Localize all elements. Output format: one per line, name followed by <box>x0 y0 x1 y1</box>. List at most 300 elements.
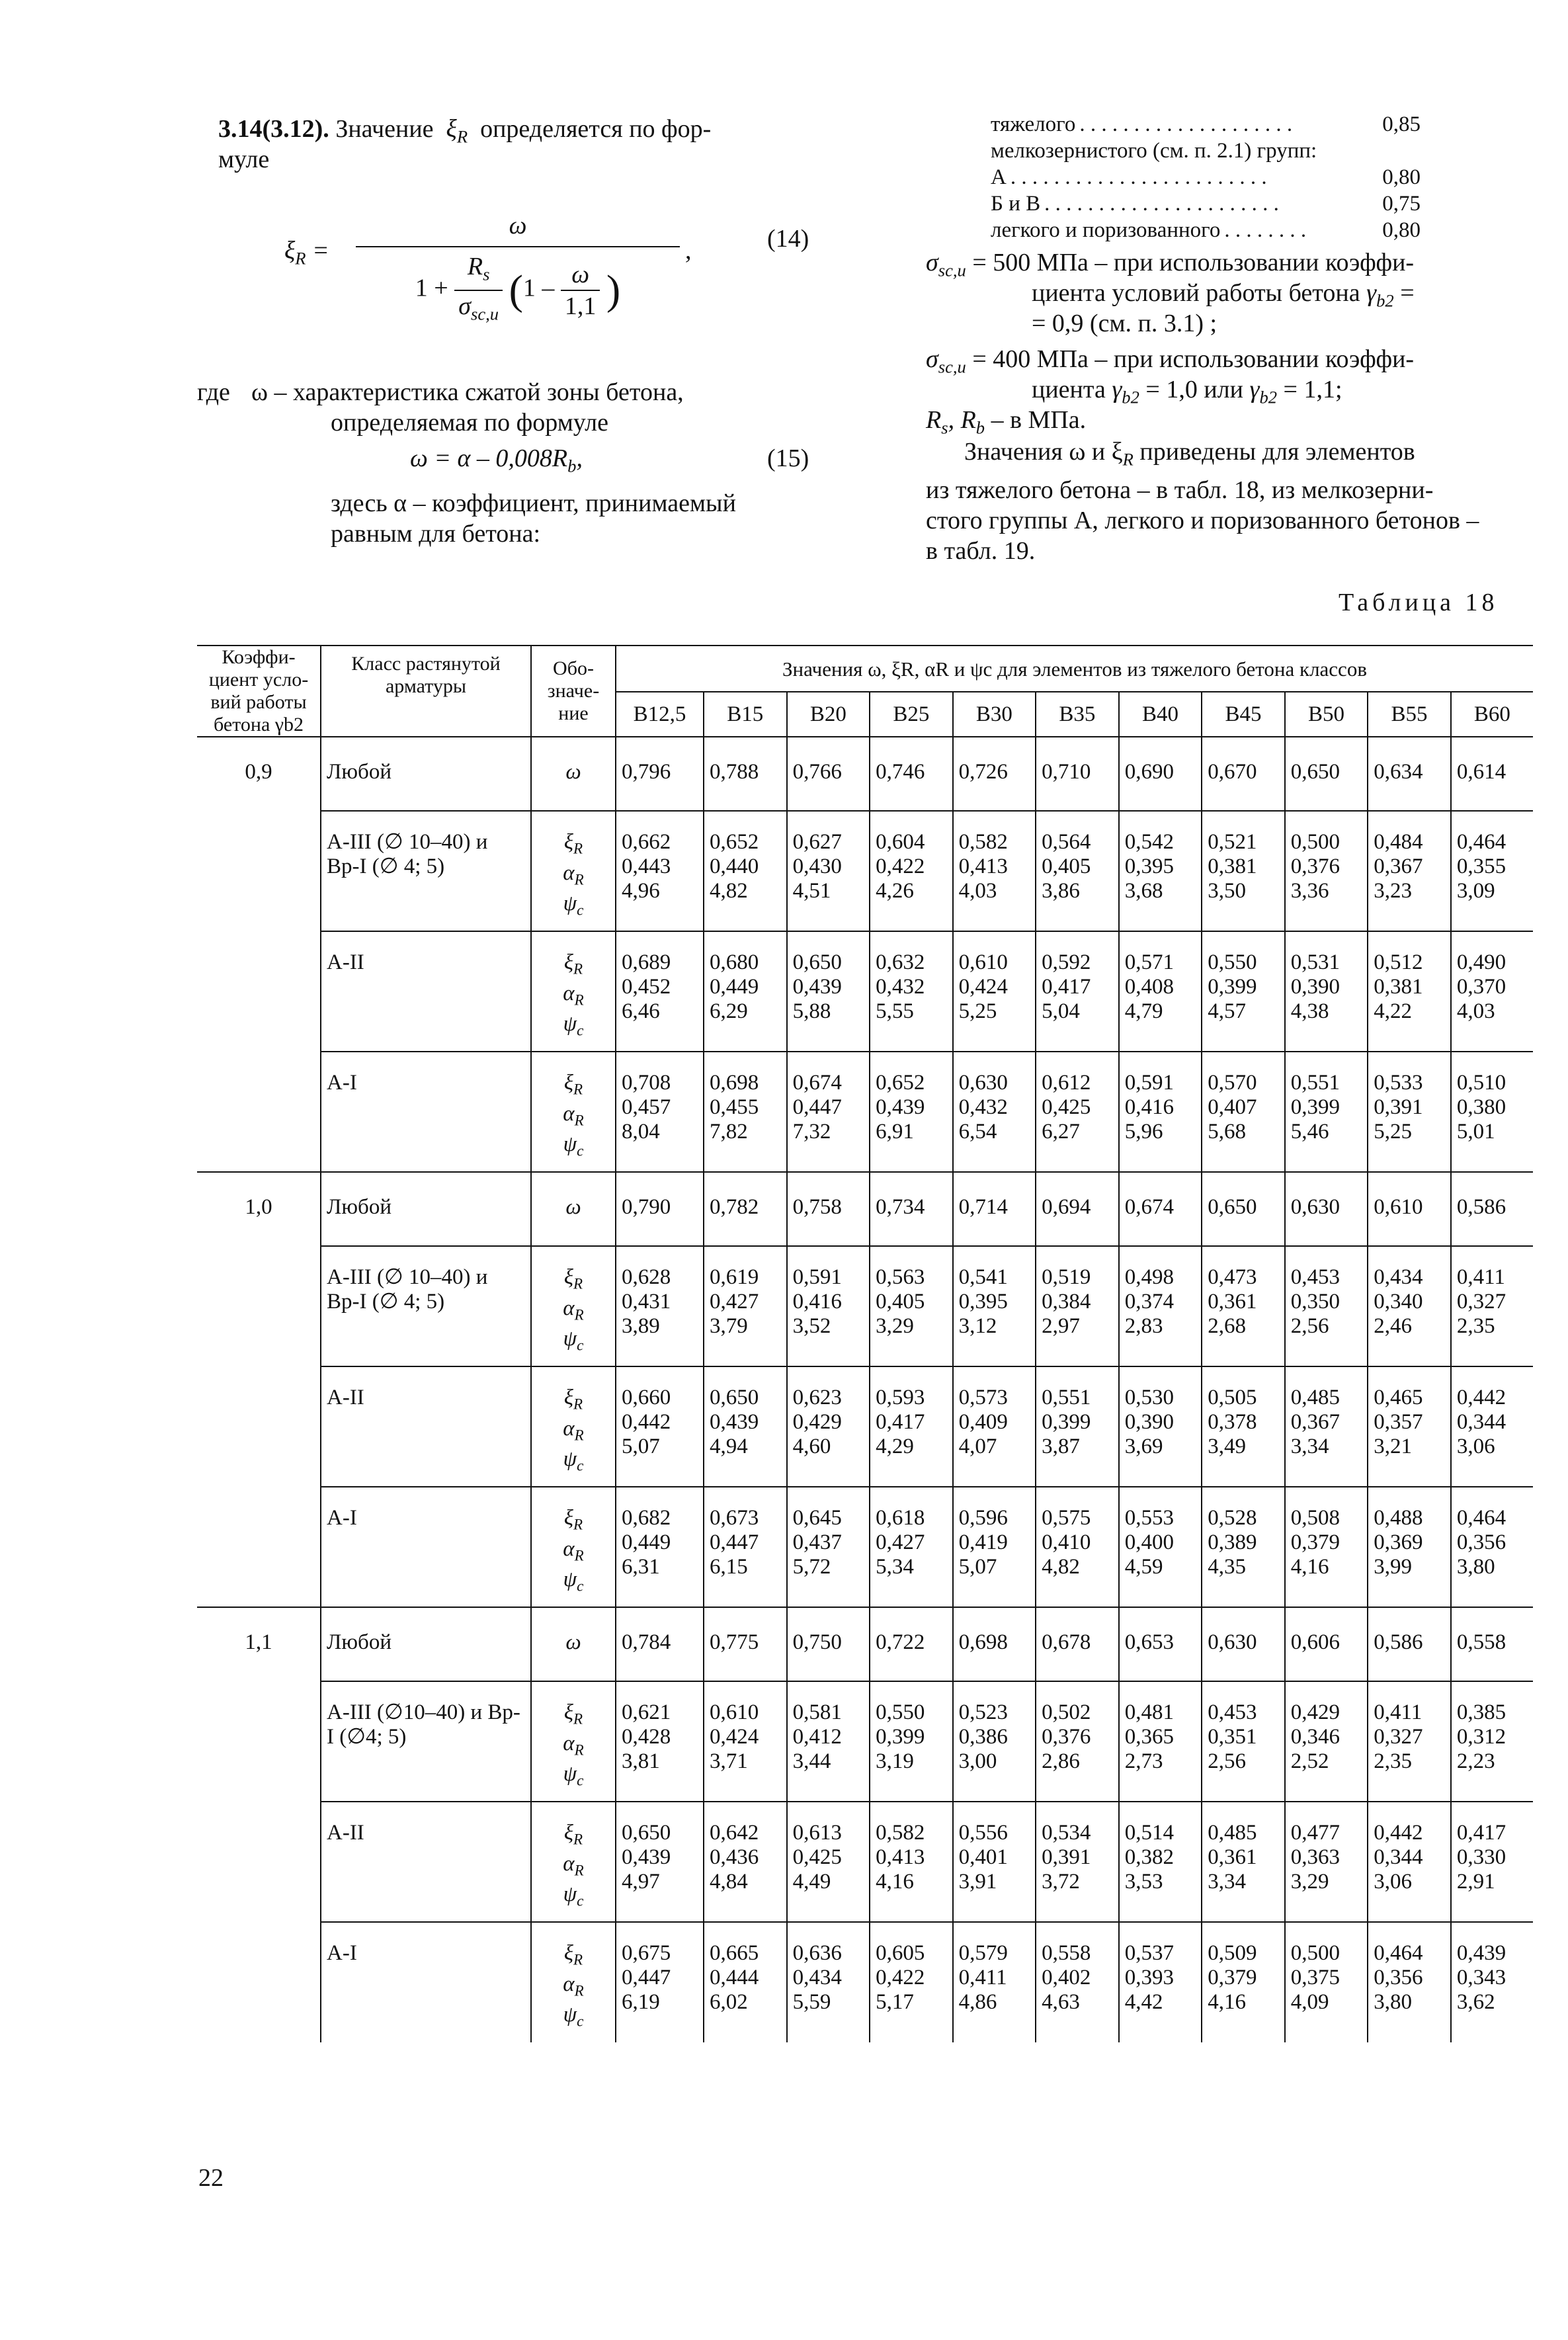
para-head: 3.14(3.12). <box>218 115 329 143</box>
value: 0,523 <box>958 1700 1008 1724</box>
value: 0,411 <box>1456 1265 1505 1289</box>
value: 3,29 <box>876 1314 914 1338</box>
value: 2,46 <box>1374 1314 1413 1338</box>
coef-cell: 1,1 <box>245 1630 272 1654</box>
list-item: легкого и поризованного . . . . . . . . 0,80 <box>991 218 1421 242</box>
value-cell <box>1119 737 1202 811</box>
value: 0,379 <box>1290 1530 1340 1554</box>
value-cell <box>1368 1052 1451 1172</box>
value: 0,642 <box>710 1821 759 1845</box>
value-cell <box>953 1052 1036 1172</box>
value-cell <box>1119 1681 1202 1802</box>
value-cell <box>1202 1802 1285 1922</box>
value-cell <box>704 1802 787 1922</box>
symbol-cell: $\xi_R$ $\alpha_R$ $\psi_c$ <box>531 811 616 931</box>
value: 0,531 <box>1290 950 1340 974</box>
value: 0,410 <box>1042 1530 1091 1554</box>
value-cell <box>616 1172 704 1246</box>
alpha-text: равным для бетона: <box>331 520 541 548</box>
value: 0,386 <box>958 1725 1008 1749</box>
value-cell <box>616 1246 704 1366</box>
value: 4,51 <box>792 879 831 903</box>
value-cell <box>616 1607 704 1681</box>
value-cell <box>1451 1246 1533 1366</box>
value: 2,73 <box>1124 1749 1163 1773</box>
coef-cell <box>197 1487 321 1607</box>
value: 0,653 <box>1124 1630 1174 1654</box>
value: 0,630 <box>1290 1195 1340 1219</box>
list-item: А . . . . . . . . . . . . . . . . . . . . . . . . 0,80 <box>991 165 1421 189</box>
value: 0,634 <box>1374 760 1423 784</box>
table-title: Таблица 18 <box>1339 589 1499 616</box>
col-header-class-B15: B15 <box>704 692 787 737</box>
value-cell <box>1036 1366 1119 1487</box>
value: 3,36 <box>1290 879 1329 903</box>
col-header-coef: Коэффи- циент усло- вий работы бетона γb2 <box>197 646 321 737</box>
table-row <box>197 1802 1533 1922</box>
where-text: определяемая по формуле <box>331 409 608 437</box>
value: 0,350 <box>1290 1290 1340 1314</box>
value: 0,508 <box>1290 1506 1340 1530</box>
value: 2,97 <box>1042 1314 1080 1338</box>
value: 4,29 <box>876 1435 914 1458</box>
value: 4,84 <box>710 1870 748 1894</box>
table-18 <box>197 645 1533 2042</box>
value: 0,381 <box>1374 975 1423 999</box>
value: 0,424 <box>958 975 1008 999</box>
symbol-cell: ω <box>531 1172 616 1246</box>
value: 0,425 <box>792 1845 842 1869</box>
value: 0,382 <box>1124 1845 1174 1869</box>
value-cell <box>1036 1246 1119 1366</box>
value: 0,424 <box>710 1725 759 1749</box>
value-cell <box>1202 811 1285 931</box>
coef-cell <box>197 1246 321 1366</box>
value: 0,370 <box>1456 975 1506 999</box>
coef-cell: 1,0 <box>245 1195 272 1219</box>
value: 0,550 <box>1208 950 1257 974</box>
value: 0,610 <box>710 1700 759 1724</box>
coef-cell <box>197 1922 321 2042</box>
value: 3,68 <box>1124 879 1163 903</box>
value-cell <box>787 1172 870 1246</box>
value: 0,734 <box>876 1195 925 1219</box>
value: 0,344 <box>1374 1845 1423 1869</box>
value: 0,689 <box>622 950 671 974</box>
coef-cell <box>197 931 321 1052</box>
value: 0,312 <box>1456 1725 1506 1749</box>
value: 0,434 <box>792 1966 842 1989</box>
table-row <box>197 1052 1533 1172</box>
value: 0,632 <box>876 950 925 974</box>
value: 0,442 <box>1374 1821 1423 1845</box>
value: 0,440 <box>710 855 759 878</box>
value: 2,52 <box>1290 1749 1329 1773</box>
value: 0,344 <box>1456 1410 1506 1434</box>
symbol-cell: $\xi_R$ $\alpha_R$ $\psi_c$ <box>531 1922 616 2042</box>
value: 0,498 <box>1124 1265 1174 1289</box>
value: 0,613 <box>792 1821 842 1845</box>
class-cell: A-III (∅ 10–40) и Вр-I (∅ 4; 5) <box>321 1246 531 1366</box>
value: 0,674 <box>1124 1195 1174 1219</box>
value: 0,796 <box>622 760 671 784</box>
table-row <box>197 811 1533 931</box>
value-cell <box>1202 1172 1285 1246</box>
value-cell <box>1119 1052 1202 1172</box>
value-cell <box>870 1681 953 1802</box>
value: 0,357 <box>1374 1410 1423 1434</box>
value: 0,405 <box>876 1290 925 1314</box>
value: 0,395 <box>1124 855 1174 878</box>
symbol-cell: ω <box>531 737 616 811</box>
value: 2,91 <box>1456 1870 1495 1894</box>
value: 4,03 <box>1456 999 1495 1023</box>
col-header-class-B35: B35 <box>1036 692 1119 737</box>
value-cell <box>1036 1052 1119 1172</box>
symbol-cell: $\xi_R$ $\alpha_R$ $\psi_c$ <box>531 1487 616 1607</box>
value: 4,16 <box>1290 1555 1329 1579</box>
value-cell <box>1202 1607 1285 1681</box>
value-cell <box>704 1172 787 1246</box>
value: 0,375 <box>1290 1966 1340 1989</box>
value: 0,391 <box>1042 1845 1091 1869</box>
value: 0,422 <box>876 1966 925 1989</box>
value-cell <box>953 1802 1036 1922</box>
value: 0,381 <box>1208 855 1257 878</box>
value: 3,79 <box>710 1314 748 1338</box>
value-cell <box>1368 1487 1451 1607</box>
value-cell <box>787 1607 870 1681</box>
value: 0,722 <box>876 1630 925 1654</box>
value-cell <box>704 1607 787 1681</box>
value: 3,34 <box>1208 1870 1246 1894</box>
value: 0,399 <box>1042 1410 1091 1434</box>
value: 0,512 <box>1374 950 1423 974</box>
value: 0,604 <box>876 830 925 854</box>
value-cell <box>953 1681 1036 1802</box>
value-cell <box>616 1366 704 1487</box>
value: 0,351 <box>1208 1725 1257 1749</box>
value: 0,447 <box>792 1095 842 1119</box>
value-cell <box>1368 1802 1451 1922</box>
value: 0,678 <box>1042 1630 1091 1654</box>
value: 0,380 <box>1456 1095 1506 1119</box>
value: 0,439 <box>876 1095 925 1119</box>
value: 0,670 <box>1208 760 1257 784</box>
value: 6,54 <box>958 1120 997 1144</box>
value-cell <box>870 1172 953 1246</box>
value: 3,34 <box>1290 1435 1329 1458</box>
value: 2,56 <box>1208 1749 1246 1773</box>
value: 4,60 <box>792 1435 831 1458</box>
value: 0,343 <box>1456 1966 1506 1989</box>
value: 5,07 <box>622 1435 660 1458</box>
value: 3,87 <box>1042 1435 1080 1458</box>
value: 4,35 <box>1208 1555 1246 1579</box>
alpha-text: здесь α – коэффициент, принимаемый <box>331 489 736 517</box>
value-cell <box>787 737 870 811</box>
value: 0,564 <box>1042 830 1091 854</box>
value-cell <box>1036 1172 1119 1246</box>
value: 0,510 <box>1456 1071 1506 1095</box>
value: 0,673 <box>710 1506 759 1530</box>
value: 0,427 <box>710 1290 759 1314</box>
value: 4,63 <box>1042 1990 1080 2014</box>
value-cell <box>787 1246 870 1366</box>
table-row <box>197 737 1533 811</box>
col-header-sym: Обо- значе- ние <box>531 646 616 737</box>
table-row <box>197 1607 1533 1681</box>
value: 5,07 <box>958 1555 997 1579</box>
value: 0,551 <box>1042 1386 1091 1409</box>
value: 0,630 <box>1208 1630 1257 1654</box>
value: 0,581 <box>792 1700 842 1724</box>
value: 0,464 <box>1374 1941 1423 1965</box>
value-cell <box>1368 811 1451 931</box>
value: 0,409 <box>958 1410 1008 1434</box>
col-header-class-B50: B50 <box>1285 692 1368 737</box>
col-header-class-B30: B30 <box>953 692 1036 737</box>
value: 0,439 <box>622 1845 671 1869</box>
value-cell <box>704 1052 787 1172</box>
value: 0,782 <box>710 1195 759 1219</box>
value: 0,488 <box>1374 1506 1423 1530</box>
value-cell <box>1285 1922 1368 2042</box>
values-paragraph: Значения ω и $\xi_R$ приведены для элементов из тяжелого бетона – в табл. 18, из мелкозерни- стого группы А, легкого и поризованного бетонов – в табл. 19. <box>926 438 1479 565</box>
value-cell <box>704 737 787 811</box>
value: 6,15 <box>710 1555 748 1579</box>
value-cell <box>616 1487 704 1607</box>
value: 0,606 <box>1290 1630 1340 1654</box>
value-cell <box>1036 931 1119 1052</box>
value-cell <box>1202 1487 1285 1607</box>
col-header-values: Значения ω, ξR, αR и ψc для элементов из тяжелого бетона классов <box>616 646 1533 692</box>
value-cell <box>1036 1922 1119 2042</box>
value: 0,437 <box>792 1530 842 1554</box>
value: 0,750 <box>792 1630 842 1654</box>
value-cell <box>1451 931 1533 1052</box>
value: 0,356 <box>1374 1966 1423 1989</box>
value: 0,650 <box>710 1386 759 1409</box>
value: 5,55 <box>876 999 914 1023</box>
value: 0,710 <box>1042 760 1091 784</box>
value-cell <box>1368 1607 1451 1681</box>
value-cell <box>1451 1802 1533 1922</box>
table-row <box>197 1922 1533 2042</box>
value-cell <box>616 931 704 1052</box>
value-cell <box>787 1681 870 1802</box>
value: 7,82 <box>710 1120 748 1144</box>
value: 0,327 <box>1374 1725 1423 1749</box>
value: 3,23 <box>1374 879 1413 903</box>
value: 0,596 <box>958 1506 1008 1530</box>
value: 0,452 <box>622 975 671 999</box>
value: 0,473 <box>1208 1265 1257 1289</box>
value: 0,442 <box>1456 1386 1506 1409</box>
value-cell <box>870 1487 953 1607</box>
where-label: где <box>197 378 230 406</box>
list-item: мелкозернистого (см. п. 2.1) групп: <box>991 139 1317 163</box>
class-cell: A-I <box>321 1487 531 1607</box>
value: 0,346 <box>1290 1725 1340 1749</box>
value: 0,367 <box>1290 1410 1340 1434</box>
value-cell <box>1451 811 1533 931</box>
value-cell <box>953 737 1036 811</box>
value: 0,464 <box>1456 1506 1506 1530</box>
value-cell <box>1285 1487 1368 1607</box>
value: 0,698 <box>958 1630 1008 1654</box>
value-cell <box>616 1922 704 2042</box>
sigma-500: $\sigma_{sc,u} = 500$ МПа – при использовании коэффи- <box>926 249 1415 280</box>
value-cell <box>953 931 1036 1052</box>
value: 0,393 <box>1124 1966 1174 1989</box>
value-cell <box>704 1922 787 2042</box>
value-cell <box>1285 1802 1368 1922</box>
para-3-14 <box>218 114 827 152</box>
value: 7,32 <box>792 1120 831 1144</box>
value: 0,390 <box>1124 1410 1174 1434</box>
value: 0,385 <box>1456 1700 1506 1724</box>
value-cell <box>953 1487 1036 1607</box>
value: 3,12 <box>958 1314 997 1338</box>
value: 0,449 <box>622 1530 671 1554</box>
value: 6,19 <box>622 1990 660 2014</box>
value: 6,31 <box>622 1555 660 1579</box>
value-cell <box>1202 1681 1285 1802</box>
value-cell <box>616 737 704 811</box>
value: 6,46 <box>622 999 660 1023</box>
class-cell: A-II <box>321 1366 531 1487</box>
value-cell <box>1119 1366 1202 1487</box>
value: 0,758 <box>792 1195 842 1219</box>
value: 0,605 <box>876 1941 925 1965</box>
value: 0,563 <box>876 1265 925 1289</box>
value-cell <box>1285 1681 1368 1802</box>
value: 0,485 <box>1290 1386 1340 1409</box>
value: 0,485 <box>1208 1821 1257 1845</box>
value: 0,439 <box>710 1410 759 1434</box>
value: 0,528 <box>1208 1506 1257 1530</box>
value: 0,361 <box>1208 1290 1257 1314</box>
class-cell: A-II <box>321 931 531 1052</box>
value: 0,442 <box>622 1410 671 1434</box>
value-cell <box>1285 811 1368 931</box>
value: 0,645 <box>792 1506 842 1530</box>
value: 4,59 <box>1124 1555 1163 1579</box>
value: 0,408 <box>1124 975 1174 999</box>
value: 0,675 <box>622 1941 671 1965</box>
list-item: тяжелого . . . . . . . . . . . . . . . . . . . . 0,85 <box>991 112 1421 136</box>
value: 0,533 <box>1374 1071 1423 1095</box>
value: 4,82 <box>710 879 748 903</box>
value-cell <box>1285 1052 1368 1172</box>
value-cell <box>1202 931 1285 1052</box>
value: 0,399 <box>1208 975 1257 999</box>
value: 0,582 <box>876 1821 925 1845</box>
value: 0,627 <box>792 830 842 854</box>
sigma-400: $\sigma_{sc,u} = 400$ МПа – при использовании коэффи- <box>926 345 1415 377</box>
value: 5,96 <box>1124 1120 1163 1144</box>
value: 3,80 <box>1374 1990 1413 2014</box>
value-cell <box>1451 1922 1533 2042</box>
value: 0,407 <box>1208 1095 1257 1119</box>
para-text: определяется по фор- <box>480 115 712 143</box>
value: 0,432 <box>876 975 925 999</box>
value: 0,610 <box>1374 1195 1423 1219</box>
value: 0,439 <box>1456 1941 1506 1965</box>
value: 4,16 <box>1208 1990 1246 2014</box>
value-cell <box>870 737 953 811</box>
value: 5,25 <box>958 999 997 1023</box>
value: 0,612 <box>1042 1071 1091 1095</box>
value: 0,500 <box>1290 830 1340 854</box>
value: 2,68 <box>1208 1314 1246 1338</box>
value: 2,56 <box>1290 1314 1329 1338</box>
value: 0,665 <box>710 1941 759 1965</box>
value-cell <box>1451 1172 1533 1246</box>
value: 0,652 <box>876 1071 925 1095</box>
value-cell <box>1368 1681 1451 1802</box>
value-cell <box>1119 1487 1202 1607</box>
value-cell <box>1285 1607 1368 1681</box>
value: 4,42 <box>1124 1990 1163 2014</box>
value: 5,46 <box>1290 1120 1329 1144</box>
value-cell <box>1036 737 1119 811</box>
value: 3,19 <box>876 1749 914 1773</box>
value: 5,04 <box>1042 999 1080 1023</box>
value-cell <box>704 1681 787 1802</box>
value: 4,38 <box>1290 999 1329 1023</box>
value: 0,444 <box>710 1966 759 1989</box>
sigma-400: циента $\gamma_{b2} = 1,0$ или $\gamma_{b2} = 1,1$; <box>1032 376 1342 407</box>
table-row <box>197 931 1533 1052</box>
value-cell <box>616 1052 704 1172</box>
value-cell <box>1451 1366 1533 1487</box>
value: 0,447 <box>622 1966 671 1989</box>
class-cell: A-I <box>321 1922 531 2042</box>
value-cell <box>1036 811 1119 931</box>
value-cell <box>1119 1172 1202 1246</box>
value: 3,00 <box>958 1749 997 1773</box>
class-cell: Любой <box>321 1607 531 1681</box>
value: 0,694 <box>1042 1195 1091 1219</box>
value: 0,402 <box>1042 1966 1091 1989</box>
value: 0,558 <box>1042 1941 1091 1965</box>
value: 0,591 <box>1124 1071 1174 1095</box>
value: 4,94 <box>710 1435 748 1458</box>
value: 0,390 <box>1290 975 1340 999</box>
class-cell: A-II <box>321 1802 531 1922</box>
col-header-class-B60: B60 <box>1451 692 1533 737</box>
value: 0,481 <box>1124 1700 1174 1724</box>
value: 0,484 <box>1374 830 1423 854</box>
value: 3,69 <box>1124 1435 1163 1458</box>
para-text: Значение <box>335 115 434 143</box>
value-cell <box>1036 1487 1119 1607</box>
value: 0,592 <box>1042 950 1091 974</box>
value: 0,775 <box>710 1630 759 1654</box>
value: 0,416 <box>1124 1095 1174 1119</box>
value: 0,553 <box>1124 1506 1174 1530</box>
value-cell <box>1368 737 1451 811</box>
value: 0,530 <box>1124 1386 1174 1409</box>
value: 0,630 <box>958 1071 1008 1095</box>
value: 0,376 <box>1042 1725 1091 1749</box>
value: 0,419 <box>958 1530 1008 1554</box>
value: 0,400 <box>1124 1530 1174 1554</box>
units-line: $R_s$, $R_b$ – в МПа. <box>926 406 1087 438</box>
value: 0,413 <box>876 1845 925 1869</box>
